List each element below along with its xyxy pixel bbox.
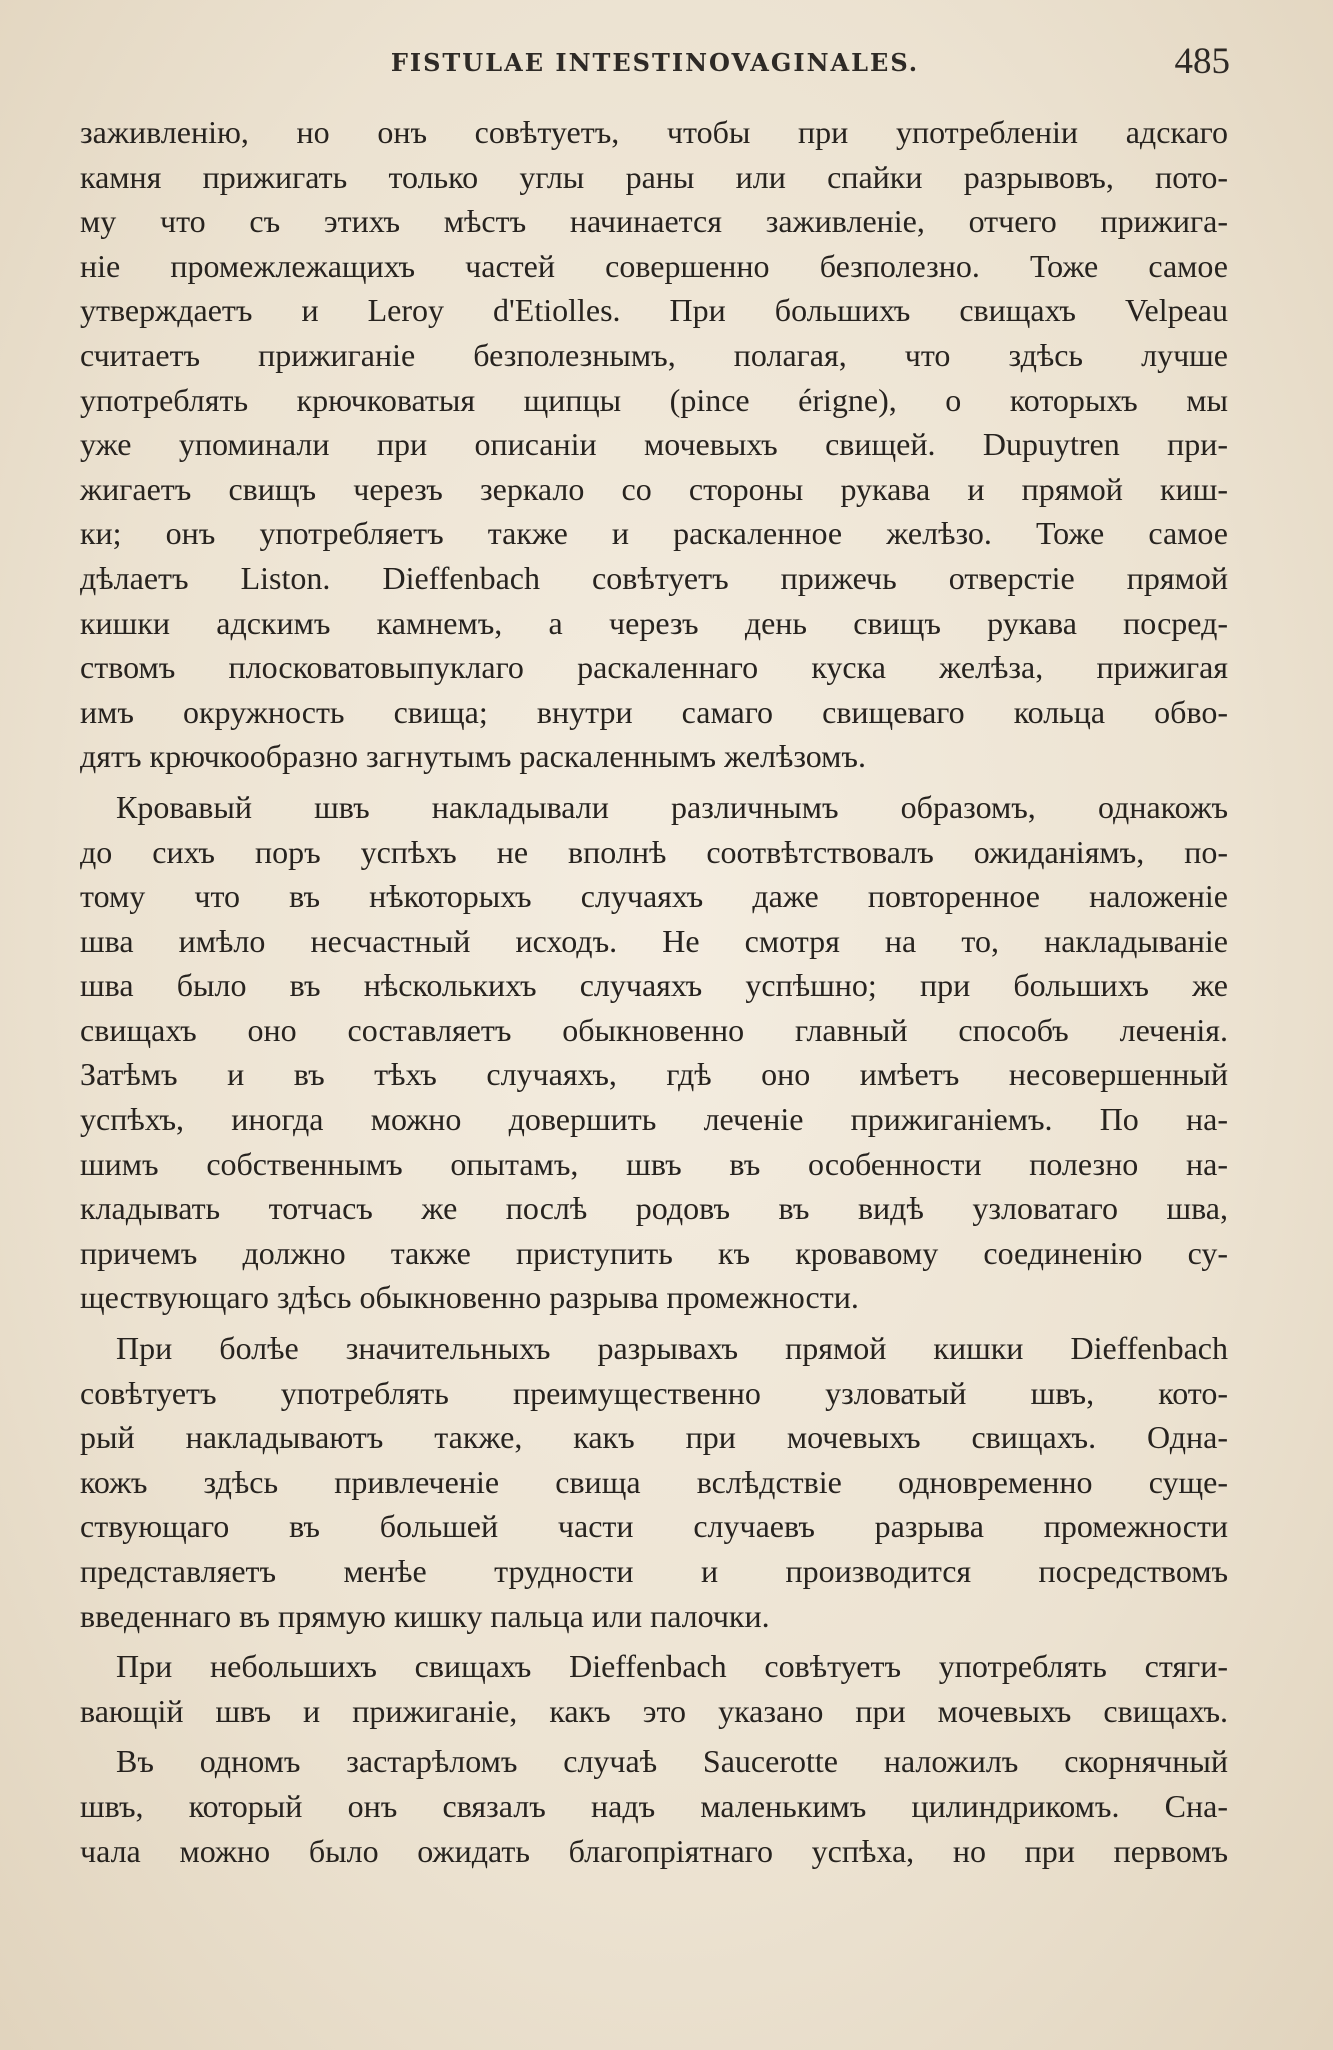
text-line: швъ, который онъ связалъ надъ маленькимъ цилиндрикомъ. Сна-: [80, 1787, 1228, 1824]
text-line: имъ окружность свища; внутри самаго свищеваго кольца обво-: [80, 693, 1228, 730]
text-line: ствомъ плосковатовыпуклаго раскаленнаго куска желѣза, прижигая: [80, 649, 1228, 686]
paragraph: [80, 110, 1228, 779]
text-line: При небольшихъ свищахъ Dieffenbach совѣтуетъ употреблять стяги-: [116, 1648, 1228, 1685]
text-line: свищахъ оно составляетъ обыкновенно главный способъ леченія.: [80, 1011, 1228, 1048]
text-line: совѣтуетъ употреблять преимущественно узловатый швъ, кото-: [80, 1374, 1228, 1411]
text-line: камня прижигать только углы раны или спайки разрывовъ, пото-: [80, 158, 1228, 195]
paragraph: [80, 1739, 1228, 1873]
text-line: уже упоминали при описаніи мочевыхъ свищей. Dupuytren при-: [80, 426, 1228, 463]
text-line: представляетъ менѣе трудности и производится посредствомъ: [80, 1553, 1228, 1589]
text-line: до сихъ поръ успѣхъ не вполнѣ соотвѣтствовалъ ожиданіямъ, по-: [80, 833, 1228, 870]
text-line: вающій швъ и прижиганіе, какъ это указано при мочевыхъ свищахъ.: [80, 1692, 1228, 1729]
paragraph: [80, 1644, 1228, 1733]
text-line: ки; онъ употребляетъ также и раскаленное желѣзо. Тоже самое: [80, 515, 1228, 552]
text-line: Въ одномъ застарѣломъ случаѣ Saucerotte наложилъ скорнячный: [116, 1743, 1228, 1780]
page-number: 485: [1174, 41, 1230, 82]
text-line: заживленію, но онъ совѣтуетъ, чтобы при употребленіи адскаго: [80, 114, 1228, 150]
text-line: кладывать тотчасъ же послѣ родовъ въ видѣ узловатаго шва,: [80, 1190, 1228, 1227]
text-line: тому что въ нѣкоторыхъ случаяхъ даже повторенное наложеніе: [80, 878, 1228, 915]
text-line: шва имѣло несчастный исходъ. Не смотря на то, накладываніе: [80, 922, 1228, 959]
text-line: му что съ этихъ мѣстъ начинается заживленіе, отчего прижига-: [80, 203, 1228, 240]
text-line: рый накладываютъ также, какъ при мочевыхъ свищахъ. Одна-: [80, 1419, 1228, 1456]
text-line: ствующаго въ большей части случаевъ разрыва промежности: [80, 1508, 1228, 1545]
body-text: [80, 110, 1228, 1879]
text-line: При болѣе значительныхъ разрывахъ прямой кишки Dieffenbach: [116, 1330, 1228, 1367]
text-line: дѣлаетъ Liston. Dieffenbach совѣтуетъ прижечь отверстіе прямой: [80, 559, 1228, 596]
text-line: Кровавый швъ накладывали различнымъ образомъ, однакожъ: [116, 788, 1228, 825]
text-line: кожъ здѣсь привлеченіе свища вслѣдствіе одновременно суще-: [80, 1463, 1228, 1500]
text-line: успѣхъ, иногда можно довершить леченіе прижиганіемъ. По на-: [80, 1101, 1228, 1138]
text-line: Затѣмъ и въ тѣхъ случаяхъ, гдѣ оно имѣетъ несовершенный: [80, 1056, 1228, 1093]
text-line: ніе промежлежащихъ частей совершенно безполезно. Тоже самое: [80, 247, 1228, 284]
text-line: ществующаго здѣсь обыкновенно разрыва промежности.: [80, 1279, 859, 1316]
paragraph: [80, 1326, 1228, 1638]
text-line: шва было въ нѣсколькихъ случаяхъ успѣшно; при большихъ же: [80, 967, 1228, 1004]
text-line: жигаетъ свищъ черезъ зеркало со стороны рукава и прямой киш-: [80, 470, 1228, 507]
text-line: кишки адскимъ камнемъ, а черезъ день свищъ рукава посред-: [80, 604, 1228, 641]
paragraph: [80, 785, 1228, 1320]
text-line: считаетъ прижиганіе безполезнымъ, полагая, что здѣсь лучше: [80, 336, 1228, 373]
text-line: употреблять крючковатыя щипцы (pince érigne), о которыхъ мы: [80, 381, 1228, 418]
text-line: шимъ собственнымъ опытамъ, швъ въ особенности полезно на-: [80, 1145, 1228, 1182]
text-line: причемъ должно также приступить къ кровавому соединенію су-: [80, 1234, 1228, 1271]
text-line: чала можно было ожидать благопріятнаго успѣха, но при первомъ: [80, 1832, 1228, 1869]
running-title: FISTULAE INTESTINOVAGINALES.: [390, 48, 920, 77]
running-header: [80, 40, 1230, 86]
text-line: утверждаетъ и Leroy d'Etiolles. При большихъ свищахъ Velpeau: [80, 292, 1228, 329]
text-line: дятъ крючкообразно загнутымъ раскаленнымъ желѣзомъ.: [80, 738, 866, 775]
text-line: введеннаго въ прямую кишку пальца или палочки.: [80, 1597, 770, 1634]
